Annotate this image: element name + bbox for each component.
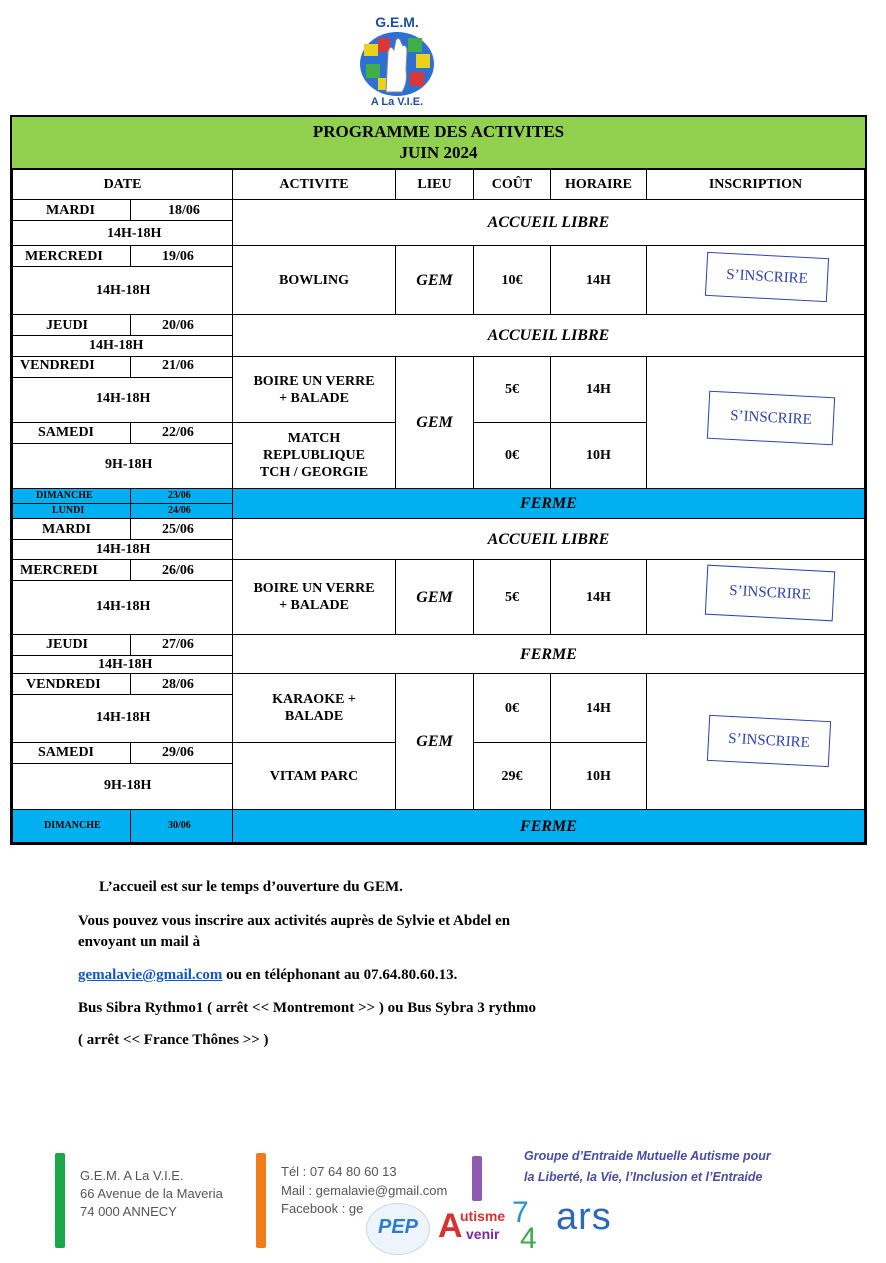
autisme-cap-letter: A — [438, 1207, 463, 1245]
avenir-text: venir — [466, 1226, 500, 1242]
header-horaire: HORAIRE — [550, 169, 647, 200]
orange-bar — [256, 1153, 266, 1248]
date-label: 20/06 — [162, 318, 194, 333]
slogan-line1: Groupe d’Entraide Mutuelle Autisme pour — [524, 1149, 771, 1163]
date-label: 27/06 — [162, 637, 194, 652]
address-line3: 74 000 ANNECY — [80, 1204, 177, 1219]
day-label: MARDI — [42, 522, 91, 537]
date-label: 18/06 — [168, 203, 200, 218]
title-line1: PROGRAMME DES ACTIVITES — [312, 122, 565, 141]
activite-line2: + BALADE — [279, 598, 349, 613]
day-label: MERCREDI — [25, 249, 103, 264]
header-cout: COÛT — [473, 169, 551, 200]
email-link[interactable]: gemalavie@gmail.com — [78, 967, 223, 983]
hours-label: 14H-18H — [98, 657, 153, 672]
row-21-06-cout: 5€ — [473, 356, 551, 423]
slogan-line2: la Liberté, la Vie, l’Inclusion et l’Entraide — [524, 1170, 763, 1184]
row-28-06-horaire: 14H — [550, 673, 647, 743]
day-label: DIMANCHE — [36, 490, 93, 501]
header-lieu: LIEU — [395, 169, 474, 200]
row-18-06-note: ACCUEIL LIBRE — [232, 199, 865, 246]
row-19-06-cout: 10€ — [473, 245, 551, 315]
day-label: JEUDI — [46, 318, 89, 333]
row-26-06-horaire: 14H — [550, 559, 647, 635]
row-22-06-horaire: 10H — [550, 422, 647, 489]
row-21-06-activite — [232, 356, 396, 423]
date-label: 24/06 — [168, 505, 191, 516]
day-label: MERCREDI — [20, 563, 98, 578]
row-19-06-horaire: 14H — [550, 245, 647, 315]
inscrire-button-19-06[interactable]: S’INSCRIRE — [705, 252, 829, 302]
inscrire-button-21-22[interactable]: S’INSCRIRE — [707, 391, 835, 446]
info-line-6: ( arrêt << France Thônes >> ) — [78, 1032, 269, 1048]
row-30-06-note: FERME — [232, 809, 865, 843]
info-line-2: Vous pouvez vous inscrire aux activités auprès de Sylvie et Abdel en — [78, 913, 511, 929]
pep-logo — [366, 1203, 430, 1255]
pep-logo-text: PEP — [377, 1216, 419, 1238]
date-label: 25/06 — [162, 522, 194, 537]
date-label: 29/06 — [162, 745, 194, 760]
activite-line1: MATCH — [287, 431, 341, 446]
date-label: 28/06 — [162, 677, 194, 692]
row-25-06-note: ACCUEIL LIBRE — [232, 518, 865, 560]
74-digit-7: 7 — [512, 1196, 529, 1229]
green-bar — [55, 1153, 65, 1248]
day-label: VENDREDI — [20, 358, 95, 373]
purple-bar — [472, 1156, 482, 1201]
day-label: JEUDI — [46, 637, 89, 652]
row-29-06-activite: VITAM PARC — [232, 742, 396, 810]
info-line-3: envoyant un mail à — [78, 934, 201, 950]
date-label: 23/06 — [168, 490, 191, 501]
date-label: 30/06 — [168, 820, 191, 831]
info-line-5: Bus Sibra Rythmo1 ( arrêt << Montremont >> ) ou Bus Sybra 3 rythmo — [78, 1000, 536, 1016]
activite-line3: TCH / GEORGIE — [259, 465, 369, 480]
row-29-06-horaire: 10H — [550, 742, 647, 810]
day-label: DIMANCHE — [44, 820, 101, 831]
activite-line1: KARAOKE + — [272, 692, 356, 707]
title-banner — [12, 117, 865, 169]
row-22-06-activite — [232, 422, 396, 489]
logo-top-text: G.E.M. — [375, 14, 419, 30]
autisme-text: utisme — [460, 1208, 506, 1224]
header-inscription: INSCRIPTION — [646, 169, 865, 200]
day-label: SAMEDI — [38, 745, 95, 760]
address-line2: 66 Avenue de la Maveria — [80, 1186, 223, 1201]
row-23-24-note: FERME — [232, 488, 865, 519]
activite-line2: REPLUBLIQUE — [263, 448, 365, 463]
day-label: VENDREDI — [26, 677, 101, 692]
phone-text: ou en téléphonant au 07.64.80.60.13. — [222, 967, 458, 983]
date-label: 19/06 — [162, 249, 194, 264]
hours-label: 9H-18H — [104, 778, 152, 793]
row-27-06-note: FERME — [232, 634, 865, 674]
hours-label: 14H-18H — [96, 710, 151, 725]
hours-label: 14H-18H — [96, 542, 151, 557]
activite-line1: BOIRE UN VERRE — [253, 581, 375, 596]
day-label: LUNDI — [52, 505, 85, 516]
hours-label: 14H-18H — [96, 599, 151, 614]
row-22-06-cout: 0€ — [473, 422, 551, 489]
row-19-06-activite: BOWLING — [232, 245, 396, 315]
row-20-06-note: ACCUEIL LIBRE — [232, 314, 865, 357]
puzzle-hand-icon — [358, 30, 436, 98]
inscrire-button-28-29[interactable]: S’INSCRIRE — [707, 715, 831, 767]
date-label: 21/06 — [162, 358, 194, 373]
info-line-4 — [78, 965, 457, 985]
info-line-1: L’accueil est sur le temps d’ouverture du GEM. — [99, 879, 403, 895]
hours-label: 14H-18H — [96, 391, 151, 406]
title-line2: JUIN 2024 — [399, 143, 478, 162]
footer-mail: Mail : gemalavie@gmail.com — [281, 1183, 448, 1198]
row-28-06-cout: 0€ — [473, 673, 551, 743]
address-line1: G.E.M. A La V.I.E. — [80, 1168, 184, 1183]
activite-line2: + BALADE — [279, 390, 349, 406]
gem-logo — [352, 14, 442, 114]
day-label: MARDI — [46, 203, 95, 218]
row-21-06-horaire: 14H — [550, 356, 647, 423]
row-28-06-activite — [232, 673, 396, 743]
date-label: 26/06 — [162, 563, 194, 578]
hours-label: 14H-18H — [107, 226, 162, 241]
row-26-06-cout: 5€ — [473, 559, 551, 635]
row-19-06-lieu: GEM — [395, 245, 474, 315]
footer-tel: Tél : 07 64 80 60 13 — [281, 1164, 397, 1179]
footer-facebook: Facebook : ge — [281, 1201, 364, 1216]
header-activite: ACTIVITE — [232, 169, 396, 200]
hours-label: 14H-18H — [89, 338, 144, 353]
row-26-06-activite — [232, 559, 396, 635]
hours-label: 9H-18H — [105, 457, 153, 472]
activite-line1: BOIRE UN VERRE — [253, 373, 375, 389]
day-label: SAMEDI — [38, 425, 95, 440]
row-21-22-lieu: GEM — [395, 356, 474, 489]
logo-bottom-text: A La V.I.E. — [370, 96, 424, 108]
row-26-06-lieu: GEM — [395, 559, 474, 635]
header-date: DATE — [12, 169, 233, 200]
inscrire-button-26-06[interactable]: S’INSCRIRE — [705, 565, 835, 622]
date-label: 22/06 — [162, 425, 194, 440]
row-29-06-cout: 29€ — [473, 742, 551, 810]
row-28-29-lieu: GEM — [395, 673, 474, 810]
ars-logo: ars — [556, 1196, 612, 1238]
activite-line2: BALADE — [284, 709, 344, 724]
74-digit-4: 4 — [520, 1222, 537, 1255]
hours-label: 14H-18H — [96, 283, 151, 298]
